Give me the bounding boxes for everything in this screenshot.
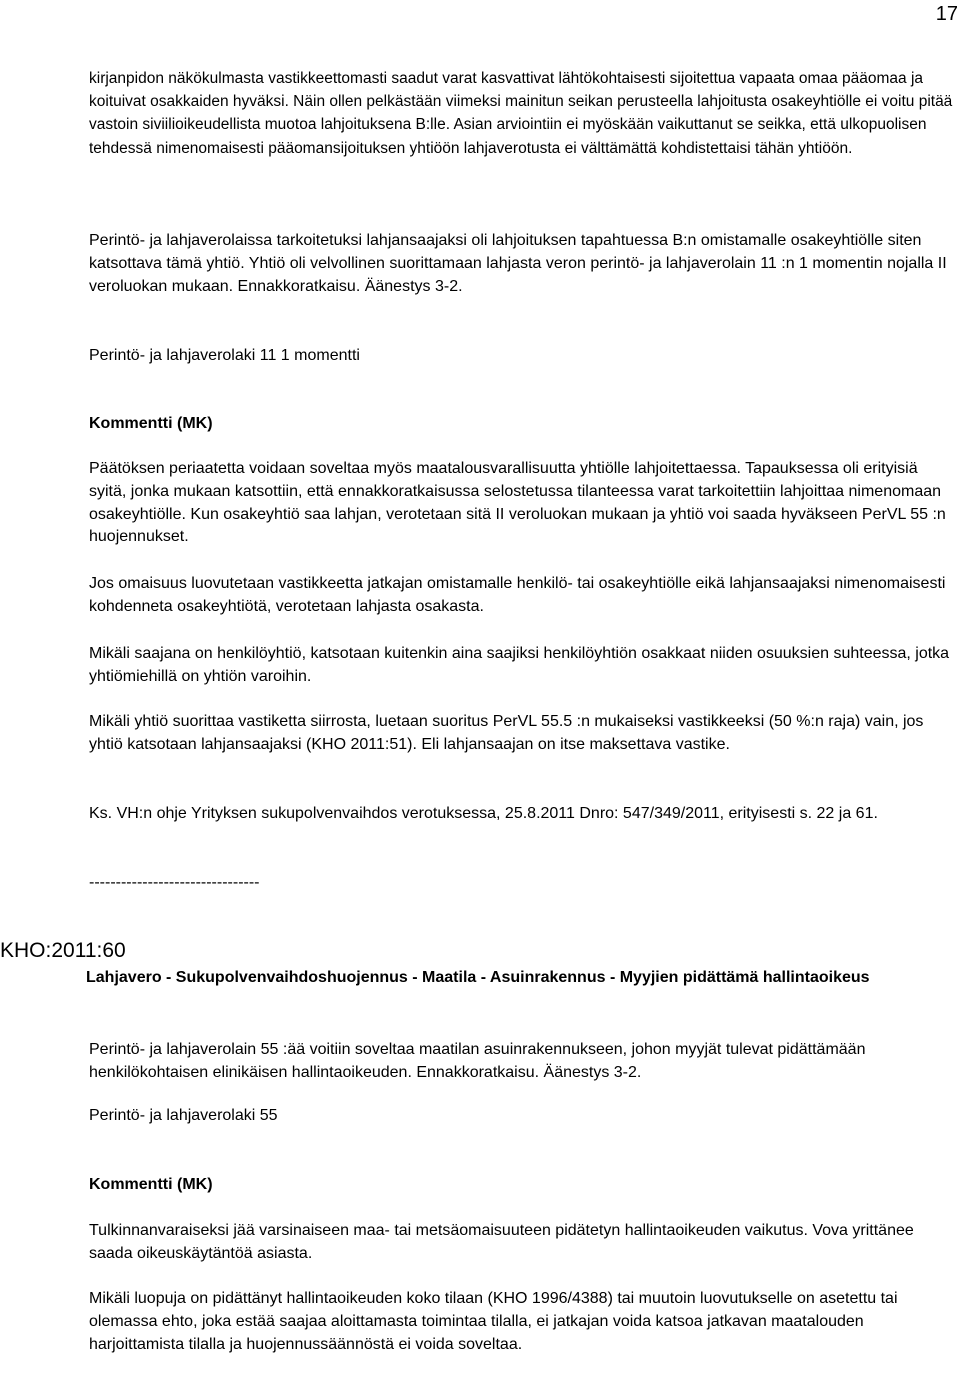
- law-reference-55: Perintö- ja lahjaverolaki 55: [89, 1107, 278, 1124]
- paragraph-comment-3: Mikäli saajana on henkilöyhtiö, katsotaan kuitenkin aina saajiksi henkilöyhtiön osakkaat niiden osuuksien suhteessa, jotka yhtiömiehillä on yhtiön varoihin.: [89, 645, 950, 685]
- paragraph-comment-2: Jos omaisuus luovutetaan vastikkeetta jatkajan omistamalle henkilö- tai osakeyhtiölle eikä lahjansaajaksi nimenomaisesti kohdenneta osakeyhtiötä, verotetaan lahjasta osakasta.: [89, 575, 946, 615]
- paragraph-comment-1: Päätöksen periaatetta voidaan soveltaa myös maatalousvarallisuutta yhtiölle lahjoitettaessa. Tapauksessa oli erityisiä syitä, jonka mukaan katsottiin, että ennakkoratkaisussa selostetussa tilanteessa varat tarkoitettiin lahjoittaa nimenomaan osakeyhtiölle. Kun osakeyhtiö saa lahjan, verotetaan sitä II veroluokan mukaan ja yhtiö voi saada hyväkseen PerVL 55 :n huojennukset.: [89, 460, 946, 546]
- paragraph-comment-4: Mikäli yhtiö suorittaa vastiketta siirrosta, luetaan suoritus PerVL 55.5 :n mukaiseksi vastikkeeksi (50 %:n raja) vain, jos yhtiö katsotaan lahjansaajaksi (KHO 2011:51). Eli lahjansaajan on itse maksettava vastike.: [89, 713, 924, 753]
- section-divider: --------------------------------: [89, 874, 260, 891]
- paragraph-case-ruling: Perintö- ja lahjaverolain 55 :ää voitiin soveltaa maatilan asuinrakennukseen, johon myyjät tulevat pidättämään henkilökohtaisen elinikäisen hallintaoikeuden. Ennakkoratkaisu. Äänestys 3-2.: [89, 1041, 866, 1081]
- comment-heading-1: Kommentti (MK): [89, 415, 213, 432]
- case-title: Lahjavero - Sukupolvenvaihdoshuojennus - Maatila - Asuinrakennus - Myyjien pidättämä hallintaoikeus: [86, 969, 870, 986]
- comment-heading-2: Kommentti (MK): [89, 1176, 213, 1193]
- paragraph-ruling: Perintö- ja lahjaverolaissa tarkoitetuksi lahjansaajaksi oli lahjoituksen tapahtuessa B:n omistamalle osakeyhtiölle siten katsottava tämä yhtiö. Yhtiö oli velvollinen suorittamaan lahjasta veron perintö- ja lahjaverolain 11 :n 1 momentin nojalla II veroluokan mukaan. Ennakkoratkaisu. Äänestys 3-2.: [89, 232, 947, 295]
- paragraph-comment-6: Mikäli luopuja on pidättänyt hallintaoikeuden koko tilaan (KHO 1996/4388) tai muutoin luovutukselle on asetettu tai olemassa ehto, joka estää saajaa aloittamasta toimintaa tilalla, ei jatkajan voida katsoa jatkavan maatalouden harjoittamista tilalla ja huojennussäännöstä ei voida soveltaa.: [89, 1290, 898, 1353]
- case-id: KHO:2011:60: [0, 939, 126, 962]
- paragraph-comment-5: Tulkinnanvaraiseksi jää varsinaiseen maa- tai metsäomaisuuteen pidätetyn hallintaoikeuden vaikutus. Vova yrittänee saada oikeuskäytäntöä asiasta.: [89, 1222, 914, 1262]
- page-number: 17: [935, 3, 958, 25]
- law-reference-11: Perintö- ja lahjaverolaki 11 1 momentti: [89, 347, 360, 364]
- paragraph-intro: kirjanpidon näkökulmasta vastikkeettomasti saadut varat kasvattivat lähtökohtaisesti sijoitettua vapaata omaa pääomaa ja koituivat osakkaiden hyväksi. Näin ollen pelkästään viimeksi mainitun seikan perusteella lahjoitusta osakeyhtiölle ei voitu pitää vastoin siviilioikeudellista muotoa lahjoituksena B:lle. Asian arviointiin ei myöskään vaikuttanut se seikka, että ulkopuolisen tehdessä nimenomaisesti pääomansijoituksen yhtiöön lahjaverotusta ei välttämättä kohdistettaisi tähän yhtiöön.: [89, 70, 953, 157]
- paragraph-reference: Ks. VH:n ohje Yrityksen sukupolvenvaihdos verotuksessa, 25.8.2011 Dnro: 547/349/2011, erityisesti s. 22 ja 61.: [89, 805, 878, 822]
